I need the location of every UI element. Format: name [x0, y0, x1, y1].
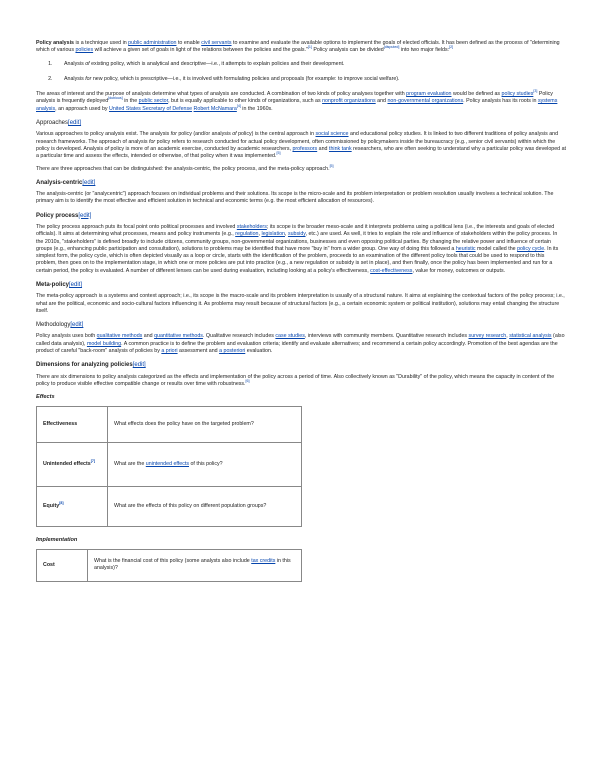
link-program-evaluation[interactable]: program evaluation — [406, 91, 452, 98]
link-secretary-of-defense[interactable]: United States Secretary of Defense — [109, 105, 193, 112]
citation[interactable]: [7] — [90, 459, 96, 464]
effects-heading: Effects — [36, 394, 55, 401]
three-approaches-paragraph: There are three approaches that can be distinguished: the analysis-centric, the policy process, and the meta-policy approach.[5] — [36, 163, 334, 172]
link-tax-credits[interactable]: tax credits — [251, 558, 276, 564]
link-qualitative-methods[interactable]: qualitative methods — [96, 333, 143, 340]
link-unintended-effects[interactable]: unintended effects — [145, 460, 189, 467]
row-header: Effectiveness — [37, 406, 108, 442]
intro-paragraph: Policy analysis is a technique used in public administration to enable civil servants to examine and evaluate the available options to implement the goals of elected officials. It has been defined as the process of "determining which of various policies will achieve a given set of goals in light of the relations between the policies and the goals."[1] Policy analysis can be divided[disputed] into two major fields:[2] — [36, 40, 560, 54]
table-row — [37, 442, 302, 486]
list-item: 1. Analysis of existing policy, which is analytical and descriptive—i.e., it attempts to explain policies and their development. — [54, 61, 566, 68]
link-heuristic[interactable]: heuristic — [455, 245, 476, 252]
link-systems-analysis[interactable]: systems analysis — [36, 98, 558, 112]
link-model-building[interactable]: model building — [86, 340, 122, 347]
edit-link[interactable]: [edit] — [132, 362, 146, 369]
link-public-administration[interactable]: public administration — [128, 40, 177, 46]
table-cell: What are the unintended effects of this policy? — [108, 442, 302, 486]
link-regulation[interactable]: regulation — [235, 231, 259, 238]
effects-table — [36, 406, 302, 527]
link-a-priori[interactable]: a priori — [161, 348, 178, 355]
link-legislation[interactable]: legislation — [261, 231, 285, 238]
dubious-tag[interactable]: [dubious] — [108, 96, 123, 101]
implementation-table — [36, 549, 302, 582]
policy-process-paragraph: The policy process approach puts its focal point onto political processes and involved stakeholders; its scope is the broader meso-scale and it interprets problems using a political lens (i.e., the interests and goals of elected officials). It aims at determining what processes, means and policy instruments (e.g., regulation, legislation, subsidy, etc.) are used. As well, it tries to explain the role and influence of stakeholders within the policy process. In the 2010s, "stakeholders" is defined broadly to include citizens, community groups, non-governmental organizations, businesses and even opposing political parties. By changing the relative power and influence of certain groups (e.g., enhancing public participation and consultation), solutions to problems may be identified that have more "buy in" from a wider group. One way of doing this followed a heuristic model called the policy cycle. In its simplest form, the policy cycle, which is often depicted visually as a loop or circle, starts with the identification of the problem, proceeds to an examination of the different policy tools that could be used to respond to this problem, then goes on to the implementation stage, in which one or more policies are put into practice (e.g., a new regulation or subsidy is set in place), and then finally, once the policy has been implemented and run for a certain period, the policy is evaluated. A number of different lenses can be used during evaluation, including looking at a policy's effectiveness, cost-effectiveness, value for money, outcomes or outputs. — [36, 223, 559, 274]
approaches-paragraph: Various approaches to policy analysis exist. The analysis for policy (and/or analysis of policy) is the central approach in social science and educational policy studies. It is linked to two different traditions of policy analysis and research frameworks. The approach of analysis for policy refers to research conducted for actual policy development, often commissioned by policymakers inside the bureaucracy (e.g., senior civil servants) within which the policy is developed. Analysis of policy is more of an academic exercise, conducted by academic researchers, professors and think tank researchers, who are often seeking to understand why a particular policy was developed at a particular time and assess the effects, intended or otherwise, of that policy when it was implemented.[5] — [36, 131, 567, 160]
link-cost-effectiveness[interactable]: cost-effectiveness — [370, 267, 413, 274]
table-cell: What effects does the policy have on the targeted problem? — [108, 406, 302, 442]
link-subsidy[interactable]: subsidy — [287, 231, 306, 238]
link-social-science[interactable]: social science — [315, 131, 349, 138]
citation[interactable]: [5] — [329, 163, 334, 168]
link-policy-cycle[interactable]: policy cycle — [517, 245, 545, 252]
meta-policy-paragraph: The meta-policy approach is a systems and context approach; i.e., its scope is the macro-scale and its problem interpretation is usually of a structural nature. It aims at explaining the contextual factors of the policy process; i.e., what are the political, economic and socio-cultural factors influencing it. As problems may result because of structural factors (e.g., a certain economic system or political institution), solutions may entail changing the structure itself. — [36, 293, 565, 314]
table-cell: What are the effects of this policy on different population groups? — [108, 486, 302, 526]
link-robert-mcnamara[interactable]: Robert McNamara — [193, 105, 237, 112]
article — [36, 40, 566, 582]
link-civil-servants[interactable]: civil servants — [201, 40, 232, 46]
dispute-tag[interactable]: [disputed] — [383, 45, 400, 50]
meta-policy-heading: Meta-policy[edit] — [36, 282, 83, 289]
table-row — [37, 549, 302, 581]
approaches-heading: Approaches[edit] — [36, 120, 82, 127]
row-header: Equity[8] — [37, 486, 108, 526]
link-survey-research[interactable]: survey research — [468, 333, 507, 340]
fields-list — [54, 61, 566, 84]
citation[interactable]: [4] — [236, 104, 241, 109]
row-header: Unintended effects[7] — [37, 442, 108, 486]
methodology-heading: Methodology[edit] — [36, 322, 84, 329]
link-public-sector[interactable]: public sector — [138, 98, 169, 105]
link-ngo[interactable]: non-governmental organizations — [387, 98, 464, 105]
dimensions-heading: Dimensions for analyzing policies[edit] — [36, 362, 146, 369]
citation[interactable]: [8] — [59, 501, 64, 506]
edit-link[interactable]: [edit] — [82, 179, 96, 186]
citation[interactable]: [3] — [533, 89, 538, 94]
citation[interactable]: [1] — [307, 45, 312, 50]
list-item: 2. Analysis for new policy, which is prescriptive—i.e., it is involved with formulating policies and proposals (for example: to improve social welfare). — [54, 76, 566, 83]
policy-process-heading: Policy process[edit] — [36, 212, 92, 219]
link-policy-studies[interactable]: policy studies — [501, 91, 534, 98]
link-think-tank[interactable]: think tank — [328, 145, 352, 152]
link-statistical-analysis[interactable]: statistical analysis — [509, 333, 552, 340]
analysis-centric-paragraph: The analysis-centric (or "analycentric") approach focuses on individual problems and their solutions. Its scope is the micro-scale and its problem interpretation or problem resolution usually involves a technical solution. The primary aim is to identify the most effective and efficient solution in technical and economic terms (e.g. the most efficient allocation of resources). — [36, 191, 554, 205]
table-row — [37, 406, 302, 442]
methodology-paragraph: Policy analysis uses both qualitative methods and quantitative methods. Qualitative research includes case studies, interviews with community members. Quantitative research includes survey research, statistical analysis (also called data analysis), model building. A common practice is to define the problem and evaluation criteria; identify and evaluate alternatives; and recommend a certain policy accordingly. Promotion of the best agendas are the product of careful "back-room" analysis of policies by a priori assessment and a posteriori evaluation. — [36, 333, 565, 355]
link-nonprofit[interactable]: nonprofit organizations — [322, 98, 376, 105]
analysis-centric-heading: Analysis-centric[edit] — [36, 179, 96, 186]
table-row — [37, 486, 302, 526]
edit-link[interactable]: [edit] — [68, 120, 82, 127]
term-bold: Policy analysis — [36, 40, 74, 46]
link-policies[interactable]: policies — [75, 47, 94, 54]
link-stakeholders[interactable]: stakeholders — [236, 223, 267, 230]
citation[interactable]: [5] — [276, 151, 281, 156]
row-header: Cost — [37, 549, 88, 581]
citation[interactable]: [2] — [449, 45, 454, 50]
table-cell: What is the financial cost of this policy (some analysts also include tax credits in this analysis)? — [88, 549, 302, 581]
edit-link[interactable]: [edit] — [78, 212, 92, 219]
interest-paragraph: The areas of interest and the purpose of analysis determine what types of analysis are conducted. A combination of two kinds of policy analyses together with program evaluation would be defined as policy studies[3] Policy analysis is frequently deployed[dubious] in the public sector, but is equally applicable to other kinds of organizations, such as nonprofit organizations and non-governmental organizations. Policy analysis has its roots in systems analysis, an approach used by United States Secretary of Defense Robert McNamara[4] in the 1960s. — [36, 89, 558, 112]
edit-link[interactable]: [edit] — [69, 282, 83, 289]
edit-link[interactable]: [edit] — [70, 322, 84, 329]
implementation-heading: Implementation — [36, 536, 78, 543]
link-quantitative-methods[interactable]: quantitative methods — [154, 333, 203, 340]
link-a-posteriori[interactable]: a posteriori — [219, 348, 246, 355]
link-professors[interactable]: professors — [292, 145, 318, 152]
citation[interactable]: [6] — [245, 379, 250, 384]
dimensions-paragraph: There are six dimensions to policy analysis categorized as the effects and implementation of the policy across a period of time. Also collectively known as "Durability" of the policy, which means the capacity in content of the policy to produce visible effective compatible change or results over time with robustness.[6] — [36, 373, 555, 387]
link-case-studies[interactable]: case studies — [275, 333, 305, 340]
